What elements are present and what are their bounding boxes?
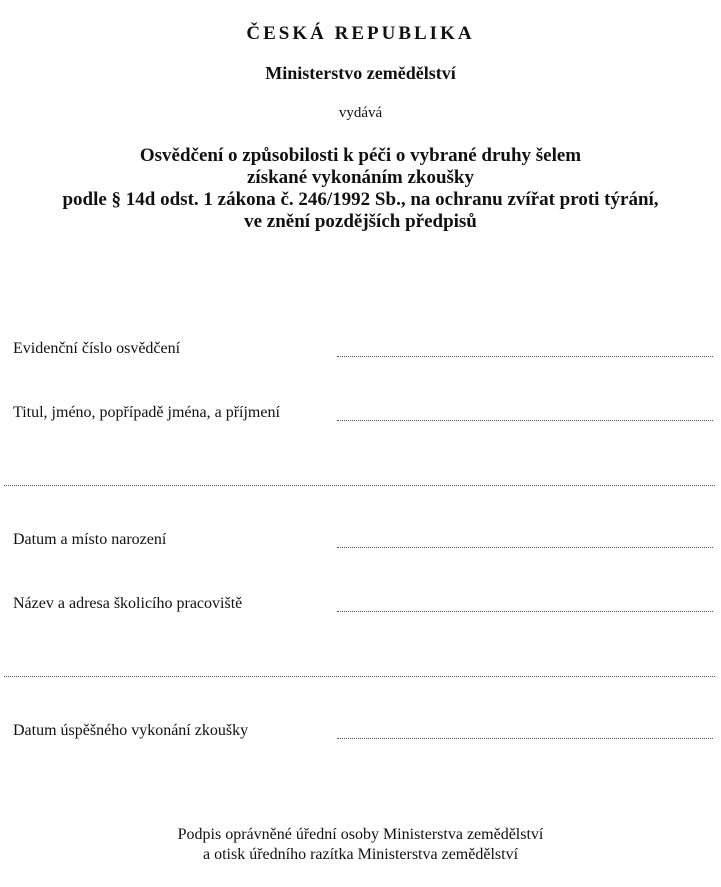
country-heading: ČESKÁ REPUBLIKA	[246, 23, 475, 44]
certificate-number-field[interactable]	[337, 356, 713, 357]
signature-note	[0, 825, 721, 865]
ministry-name: Ministerstvo zemědělství	[265, 63, 456, 83]
certificate-title-line: Osvědčení o způsobilosti k péči o vybrané druhy šelem	[139, 145, 582, 166]
signature-line: a otisk úředního razítka Ministerstva zemědělství	[202, 846, 519, 863]
name-label: Titul, jméno, popřípadě jména, a příjmení	[13, 404, 280, 421]
exam-date-field[interactable]	[337, 738, 713, 739]
issues-text: vydává	[338, 105, 383, 121]
birth-field[interactable]	[337, 547, 713, 548]
certificate-title-line: podle § 14d odst. 1 zákona č. 246/1992 Sb., na ochranu zvířat proti týrání,	[62, 189, 659, 210]
exam-date-label: Datum úspěšného vykonání zkoušky	[13, 722, 249, 739]
workplace-field-continuation[interactable]	[4, 676, 715, 677]
signature-line: Podpis oprávněné úřední osoby Ministerstva zemědělství	[177, 826, 544, 843]
name-field[interactable]	[337, 420, 713, 421]
name-field-continuation[interactable]	[4, 485, 715, 486]
birth-label: Datum a místo narození	[13, 531, 167, 548]
certificate-title	[0, 145, 721, 233]
certificate-title-line: získané vykonáním zkoušky	[246, 167, 474, 188]
workplace-field[interactable]	[337, 611, 713, 612]
certificate-title-line: ve znění pozdějších předpisů	[244, 211, 477, 232]
certificate-number-label: Evidenční číslo osvědčení	[13, 340, 181, 357]
workplace-label: Název a adresa školicího pracoviště	[13, 595, 243, 612]
